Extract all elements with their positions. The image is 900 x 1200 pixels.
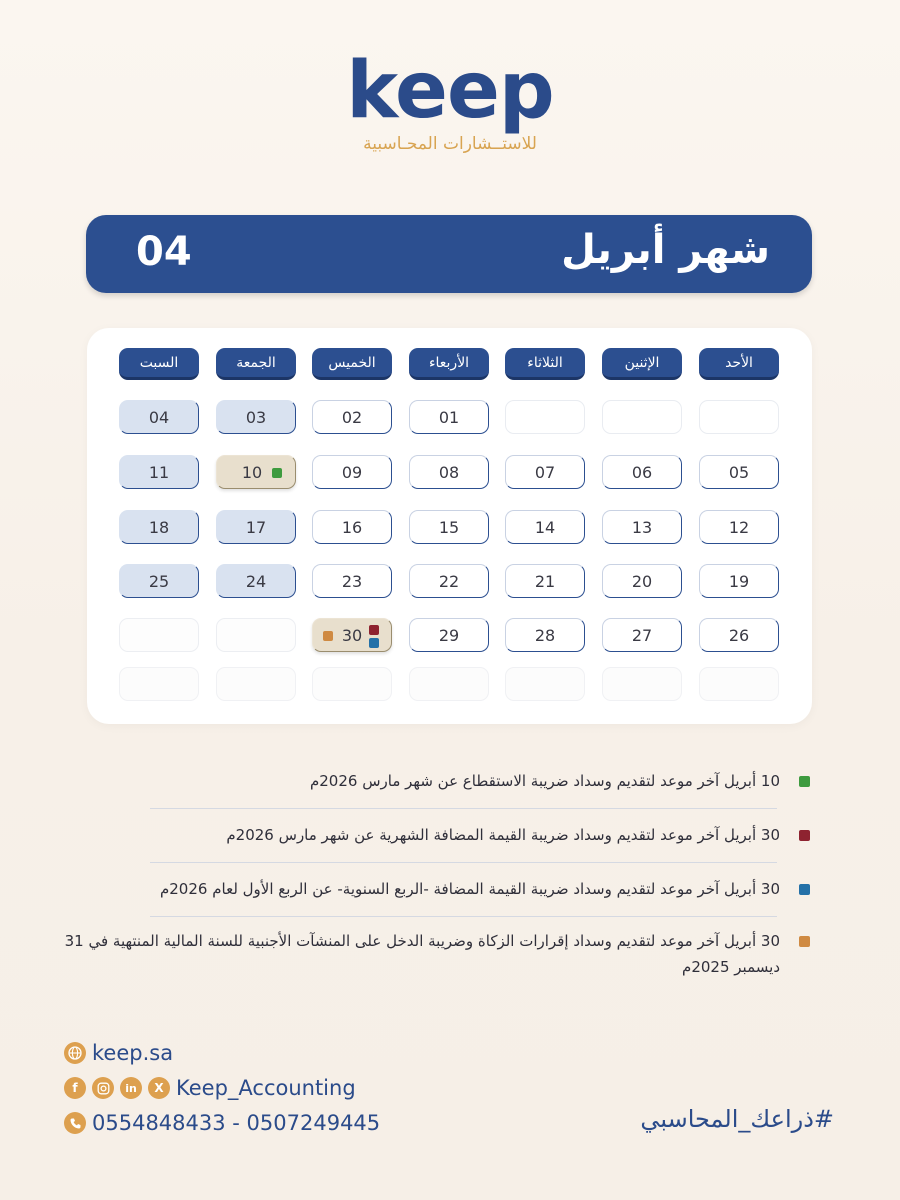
legend-divider [150, 862, 777, 863]
globe-icon [64, 1042, 86, 1064]
empty-day-cell [216, 618, 296, 652]
legend-text: 10 أبريل آخر موعد لتقديم وسداد ضريبة الاستقطاع عن شهر مارس 2026م [309, 772, 780, 790]
hashtag: #ذراعك_المحاسبي [640, 1105, 834, 1133]
empty-day-cell [409, 667, 489, 701]
deadline-day-cell[interactable] [216, 455, 296, 489]
empty-day-cell [699, 667, 779, 701]
day-number: 12 [728, 517, 750, 537]
day-number: 07 [534, 462, 556, 482]
month-header [86, 215, 812, 293]
legend-marker-blue [799, 884, 810, 895]
day-cell[interactable] [409, 400, 489, 434]
empty-day-cell [699, 400, 779, 434]
day-number: 13 [631, 517, 653, 537]
phone-numbers[interactable]: 0554848433 - 0507249445 [92, 1111, 381, 1135]
day-cell[interactable] [119, 455, 199, 489]
month-name: شهر أبريل [561, 227, 770, 273]
day-number: 29 [438, 625, 460, 645]
day-cell[interactable] [505, 455, 585, 489]
calendar-card [87, 328, 812, 724]
legend-item [60, 822, 780, 848]
day-number: 02 [341, 407, 363, 427]
linkedin-icon[interactable]: in [120, 1077, 142, 1099]
marker-red [369, 625, 379, 635]
empty-day-cell [216, 667, 296, 701]
legend-item [60, 768, 780, 794]
day-number: 16 [341, 517, 363, 537]
day-number: 14 [534, 517, 556, 537]
empty-day-cell [312, 667, 392, 701]
day-cell[interactable] [119, 510, 199, 544]
marker-green [272, 468, 282, 478]
day-number: 22 [438, 571, 460, 591]
weekday-header: الإثنين [602, 348, 682, 380]
phone-icon [64, 1112, 86, 1134]
day-number: 09 [341, 462, 363, 482]
day-number: 28 [534, 625, 556, 645]
legend-item [60, 928, 780, 981]
website-text[interactable]: keep.sa [92, 1041, 174, 1065]
day-number: 18 [148, 517, 170, 537]
month-number: 04 [136, 229, 192, 275]
day-number: 03 [245, 407, 267, 427]
empty-day-cell [602, 400, 682, 434]
legend-item [60, 876, 780, 902]
day-number: 27 [631, 625, 653, 645]
brand-tagline: للاستــشارات المحـاسبية [363, 134, 537, 154]
day-cell[interactable] [409, 510, 489, 544]
legend-marker-red [799, 830, 810, 841]
day-cell[interactable] [505, 564, 585, 598]
day-cell[interactable] [312, 510, 392, 544]
day-number: 23 [341, 571, 363, 591]
day-number: 30 [341, 625, 363, 645]
legend-divider [150, 916, 777, 917]
day-number: 24 [245, 571, 267, 591]
day-cell[interactable] [312, 400, 392, 434]
weekday-header: الثلاثاء [505, 348, 585, 380]
empty-day-cell [505, 400, 585, 434]
day-cell[interactable] [409, 564, 489, 598]
social-handle[interactable]: Keep_Accounting [176, 1076, 356, 1100]
empty-day-cell [119, 618, 199, 652]
day-cell[interactable] [699, 510, 779, 544]
empty-day-cell [119, 667, 199, 701]
empty-day-cell [602, 667, 682, 701]
day-cell[interactable] [312, 455, 392, 489]
legend-text: 30 أبريل آخر موعد لتقديم وسداد ضريبة القيمة المضافة الشهرية عن شهر مارس 2026م [226, 826, 780, 844]
brand-logo [0, 46, 900, 154]
day-number: 17 [245, 517, 267, 537]
x-icon[interactable]: X [148, 1077, 170, 1099]
day-cell[interactable] [699, 455, 779, 489]
day-number: 25 [148, 571, 170, 591]
phone-line[interactable] [64, 1111, 380, 1135]
day-cell[interactable] [505, 510, 585, 544]
weekday-header: الخميس [312, 348, 392, 380]
empty-day-cell [505, 667, 585, 701]
legend-divider [150, 808, 777, 809]
day-number: 10 [241, 462, 263, 482]
day-cell[interactable] [409, 618, 489, 652]
day-cell[interactable] [216, 564, 296, 598]
day-number: 21 [534, 571, 556, 591]
website-line[interactable] [64, 1041, 173, 1065]
day-number: 08 [438, 462, 460, 482]
deadline-day-cell[interactable] [312, 618, 392, 652]
legend-text: 30 أبريل آخر موعد لتقديم وسداد ضريبة القيمة المضافة -الربع السنوية- عن الربع الأول لعام 2026م [159, 880, 780, 898]
facebook-icon[interactable]: f [64, 1077, 86, 1099]
day-cell[interactable] [216, 510, 296, 544]
legend-marker-orange [799, 936, 810, 947]
day-cell[interactable] [699, 564, 779, 598]
day-number: 04 [148, 407, 170, 427]
day-cell[interactable] [312, 564, 392, 598]
day-number: 06 [631, 462, 653, 482]
weekday-header: الأحد [699, 348, 779, 380]
day-cell[interactable] [505, 618, 585, 652]
day-number: 05 [728, 462, 750, 482]
day-cell[interactable] [119, 400, 199, 434]
legend-text: 30 أبريل آخر موعد لتقديم وسداد إقرارات الزكاة وضريبة الدخل على المنشآت الأجنبية للسنة المالية المنتهية في 31 ديسمبر 2025م [64, 932, 780, 977]
day-cell[interactable] [119, 564, 199, 598]
marker-orange [323, 631, 333, 641]
day-number: 01 [438, 407, 460, 427]
day-cell[interactable] [602, 618, 682, 652]
day-number: 26 [728, 625, 750, 645]
day-number: 19 [728, 571, 750, 591]
day-number: 11 [148, 462, 170, 482]
day-cell[interactable] [216, 400, 296, 434]
day-cell[interactable] [602, 564, 682, 598]
weekday-header: الأربعاء [409, 348, 489, 380]
day-cell[interactable] [699, 618, 779, 652]
day-cell[interactable] [602, 510, 682, 544]
legend-marker-green [799, 776, 810, 787]
weekday-header: الجمعة [216, 348, 296, 380]
day-number: 20 [631, 571, 653, 591]
day-cell[interactable] [409, 455, 489, 489]
weekday-header: السبت [119, 348, 199, 380]
social-line[interactable] [64, 1076, 356, 1100]
day-cell[interactable] [602, 455, 682, 489]
brand-name: keep [346, 46, 554, 136]
day-number: 15 [438, 517, 460, 537]
marker-blue [369, 638, 379, 648]
instagram-icon[interactable] [92, 1077, 114, 1099]
